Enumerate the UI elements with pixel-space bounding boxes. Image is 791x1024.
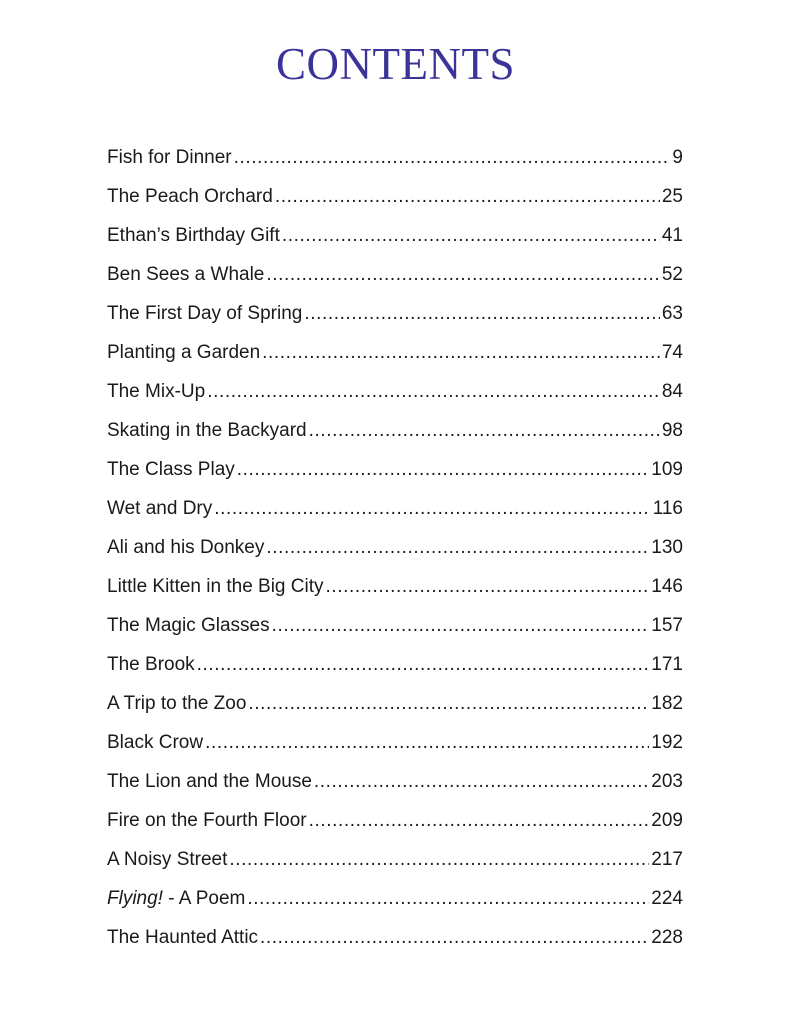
dot-leader	[214, 491, 650, 527]
toc-entry[interactable]	[107, 920, 683, 959]
toc-entry[interactable]	[107, 686, 683, 725]
dot-leader	[272, 608, 650, 644]
toc-entry[interactable]	[107, 296, 683, 335]
entry-page-number: 171	[651, 654, 683, 675]
entry-page-number: 41	[661, 225, 683, 246]
dot-leader	[266, 530, 649, 566]
dot-leader	[237, 452, 650, 488]
dot-leader	[326, 569, 650, 605]
entry-page-number: 228	[651, 927, 683, 948]
entry-page-number: 182	[651, 693, 683, 714]
entry-title: The Haunted Attic	[107, 927, 259, 948]
toc-entry[interactable]	[107, 140, 683, 179]
entry-page-number: 98	[661, 420, 683, 441]
entry-page-number: 217	[651, 849, 683, 870]
toc-entry[interactable]	[107, 218, 683, 257]
entry-page-number: 203	[651, 771, 683, 792]
entry-title: The Peach Orchard	[107, 186, 273, 207]
toc-entry[interactable]	[107, 335, 683, 374]
entry-title: Ali and his Donkey	[107, 537, 265, 558]
entry-title: Ben Sees a Whale	[107, 264, 265, 285]
entry-page-number: 25	[661, 186, 683, 207]
dot-leader	[260, 920, 649, 956]
entry-page-number: 192	[651, 732, 683, 753]
entry-title: Fire on the Fourth Floor	[107, 810, 307, 831]
toc-entry[interactable]	[107, 881, 683, 920]
table-of-contents	[107, 140, 683, 959]
entry-page-number: 9	[672, 147, 683, 168]
entry-page-number: 63	[661, 303, 683, 324]
entry-title: The Class Play	[107, 459, 235, 480]
entry-title: Little Kitten in the Big City	[107, 576, 324, 597]
toc-entry[interactable]	[107, 179, 683, 218]
entry-page-number: 84	[661, 381, 683, 402]
entry-title: The First Day of Spring	[107, 303, 303, 324]
entry-page-number: 130	[651, 537, 683, 558]
dot-leader	[229, 842, 649, 878]
toc-entry[interactable]	[107, 374, 683, 413]
toc-entry[interactable]	[107, 647, 683, 686]
dot-leader	[282, 218, 660, 254]
entry-page-number: 116	[652, 498, 683, 519]
entry-title: Fish for Dinner	[107, 147, 232, 168]
page-title: CONTENTS	[276, 39, 515, 89]
entry-title: The Magic Glasses	[107, 615, 270, 636]
entry-title: Skating in the Backyard	[107, 420, 307, 441]
toc-entry[interactable]	[107, 725, 683, 764]
dot-leader	[197, 647, 650, 683]
entry-title: Wet and Dry	[107, 498, 213, 519]
dot-leader	[304, 296, 660, 332]
entry-page-number: 109	[651, 459, 683, 480]
dot-leader	[309, 803, 650, 839]
entry-title: The Lion and the Mouse	[107, 771, 312, 792]
toc-entry[interactable]	[107, 764, 683, 803]
entry-title: Black Crow	[107, 732, 204, 753]
toc-entry[interactable]	[107, 452, 683, 491]
entry-title: A Noisy Street	[107, 849, 228, 870]
toc-entry[interactable]	[107, 530, 683, 569]
dot-leader	[314, 764, 649, 800]
toc-entry[interactable]	[107, 491, 683, 530]
dot-leader	[262, 335, 660, 371]
dot-leader	[309, 413, 660, 449]
entry-title: A Trip to the Zoo	[107, 693, 247, 714]
toc-entry[interactable]	[107, 569, 683, 608]
dot-leader	[248, 686, 649, 722]
dot-leader	[266, 257, 659, 293]
dot-leader	[207, 374, 660, 410]
dot-leader	[205, 725, 649, 761]
entry-page-number: 209	[651, 810, 683, 831]
toc-entry[interactable]	[107, 842, 683, 881]
dot-leader	[234, 140, 671, 176]
entry-title: The Brook	[107, 654, 195, 675]
entry-page-number: 146	[651, 576, 683, 597]
toc-entry[interactable]	[107, 608, 683, 647]
entry-title-italic: Flying!	[107, 888, 163, 909]
toc-entry[interactable]	[107, 257, 683, 296]
entry-page-number: 224	[651, 888, 683, 909]
entry-page-number: 157	[651, 615, 683, 636]
entry-page-number: 74	[661, 342, 683, 363]
entry-title	[107, 881, 245, 917]
dot-leader	[275, 179, 660, 215]
entry-title-rest: - A Poem	[162, 888, 246, 909]
entry-title: The Mix-Up	[107, 381, 206, 402]
entry-title: Ethan’s Birthday Gift	[107, 225, 280, 246]
entry-page-number: 52	[661, 264, 683, 285]
toc-entry[interactable]	[107, 803, 683, 842]
dot-leader	[247, 881, 649, 917]
entry-title: Planting a Garden	[107, 342, 261, 363]
toc-entry[interactable]	[107, 413, 683, 452]
